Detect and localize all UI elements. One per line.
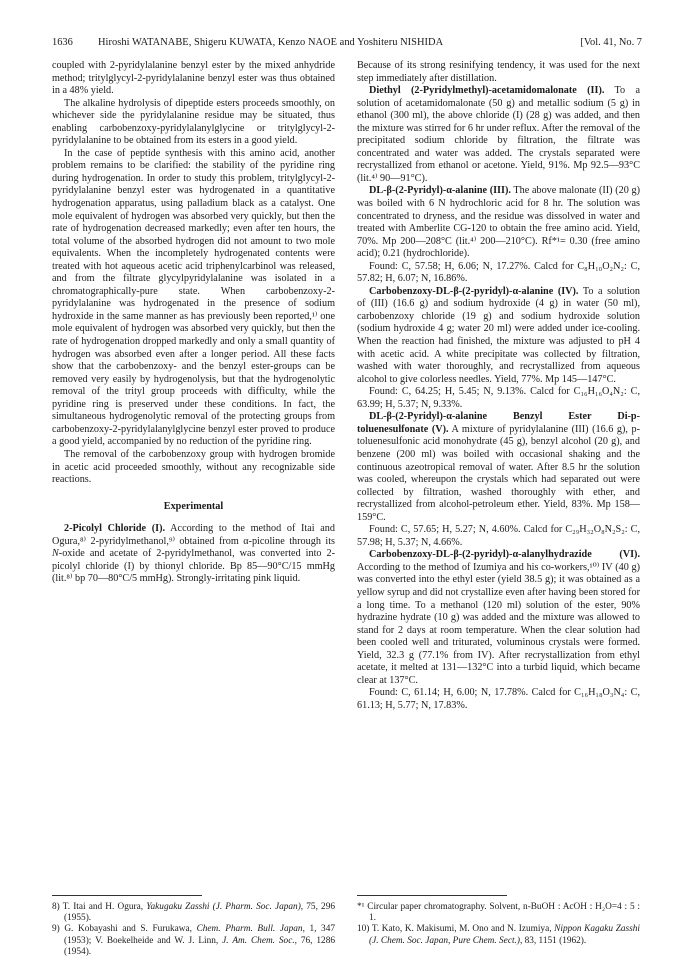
left-column [52, 60, 335, 586]
paragraph [357, 185, 640, 260]
paragraph [357, 411, 640, 524]
compound-title: DL-β-(2-Pyridyl)-α-alanine (III). [369, 185, 511, 197]
compound-title: Diethyl (2-Pyridylmethyl)-acetamidomalonate (II). [369, 85, 605, 97]
text: , 83, 1151 (1962). [519, 935, 587, 946]
text: To a solution of (III) (16.6 g) and sodium hydroxide (4 g) in water (50 ml), carbobenzoxy chloride (19 g) and sodium hydroxide solution (sodium hydroxide 4 g; water 20 ml) were added under ice-cooling. When the reaction had finished, the mixture was adjusted to pH 4 with acetic acid. A white precipitate was collected by filtration, washed with water thoroughly, and recrystallized from aqueous alcohol to give colorless needles. Yield, 77%. Mp 145—147°C. [357, 285, 640, 385]
footnote [52, 902, 335, 924]
compound-title: 2-Picolyl Chloride (I). [64, 523, 166, 535]
compound-title: Carbobenzoxy-DL-β-(2-pyridyl)-α-alanine (IV). [369, 285, 579, 297]
analysis-line: Found: C, 64.25; H, 5.45; N, 9.13%. Calcd for C₁₆H₁₆O₄N₂: C, 63.99; H, 5.37; N, 9.33%. [357, 386, 640, 410]
text: , 75, 296 (1955). [64, 902, 335, 924]
text: 8) T. Itai and H. Ogura, [52, 902, 147, 912]
paragraph: coupled with 2-pyridylalanine benzyl ester by the mixed anhydride method; tritylglycyl-2-pyridylalanine benzyl ester was thus obtained in a 48% yield. [52, 60, 335, 97]
footnote [52, 924, 335, 958]
author-line: Hiroshi WATANABE, Shigeru KUWATA, Kenzo NAOE and Yoshiteru NISHIDA [98, 37, 444, 48]
paragraph [52, 523, 335, 586]
footnote-rule [357, 895, 507, 896]
running-header [52, 36, 642, 50]
text: According to the method of Izumiya and his co-workers,¹⁰⁾ IV (40 g) was converted into the ethyl ester (yield 38.5 g); it was obtained as a yellow syrup and did not crystallize even after having been stored for a long time. To a methanol (120 ml) solution of the ester, 90% hydrazine hydrate (10 g) was added and the mixture was allowed to stand for 2 days at room temperature. When the clear solution had been cooled well and triturated, voluminous crystals were formed. Yield, 32.3 g (77.1% from IV). After recrystallization from ethyl acetate, it melted at 131—132°C into a turbid liquid, which became clear at 137°C. [357, 561, 640, 686]
footnote [357, 924, 640, 946]
text: -oxide and acetate of 2-pyridylmethanol, was converted into 2-picolyl chloride (I) by thionyl chloride. Bp 85—90°C/15 mmHg (lit.⁸⁾ bp 70—80°C/5 mmHg). Strongly-irritating pink liquid. [52, 548, 335, 585]
right-column [357, 60, 640, 712]
text: According to the method of Itai and Ogura,⁸⁾ 2-pyridylmethanol,⁹⁾ obtained from α-picoline through its [52, 523, 335, 547]
section-heading: Experimental [163, 500, 224, 512]
text: , 76, 1286 (1954). [64, 935, 336, 957]
paragraph: Because of its strong resinifying tendency, it was used for the next step immediately after distillation. [357, 60, 640, 84]
footnote: *¹ Circular paper chromatography. Solvent, n-BuOH : AcOH : H₂O=4 : 5 : 1. [357, 902, 640, 924]
text: The above malonate (II) (20 g) was boiled with 6 N hydrochloric acid for 8 hr. The solution was concentrated to dryness, and the residue was dissolved in water and treated with Amberlite CG-120 to obtain the free amino acid. Yield, 70%. Mp 200—208°C (lit.⁴⁾ 200—210°C). Rf*¹= 0.30 (free amino acid); 0.21 (hydrochloride). [357, 185, 640, 260]
compound-title: Carbobenzoxy-DL-β-(2-pyridyl)-α-alanylhydrazide (VI). [369, 549, 640, 561]
footnotes-left [52, 902, 335, 958]
paragraph: The alkaline hydrolysis of dipeptide esters proceeds smoothly, on whichever side the pyridylalanine residue may be situated, thus enabling carbobenzoxy-pyridylalanylglycine or tritylglycyl-2-pyridylalanine to be obtained from its esters in a good yield. [52, 97, 335, 147]
analysis-line: Found: C, 57.58; H, 6.06; N, 17.27%. Calcd for C₈H₁₀O₂N₂: C, 57.82; H, 6.07; N, 16.86%. [357, 260, 640, 285]
footnotes-right [357, 902, 640, 947]
footnote-rule [52, 895, 202, 896]
paragraph: In the case of peptide synthesis with this amino acid, another problem remains to be clarified: the stability of the pyridine ring during hydrogenation. In order to study this problem, tritylglycyl-2-pyridylalanine benzyl ester was hydrogenated in a quantitative hydrogenation apparatus, using palladium black as a catalyst. One mole equivalent of hydrogen was absorbed very quickly, but then the rate of hydrogenation decreased markedly; even after ten hours, the total volume of the absorbed hydrogen did not amount to two mole equivalents. When the incompletely hydrogenated contents were treated with hot aqueous acetic acid triphenylcarbinol was released, and from the filtrate glycylpyridylalanine was isolated in a chromatographically-pure state. When carbobenzoxy-2-pyridylalanine was hydrogenated in the presence of sodium hydroxide in the same manner as has previously been reported,¹⁾ one mole equivalent of hydrogen was absorbed very quickly, but then the rate of hydrogenation dropped markedly and only a small quantity of hydrogen was absorbed even after a longer period. All these facts show that the carbobenzoxy- and the benzyl ester-groups can be removed very easily by hydrogenolysis, but that the hydrogenolytic removal of the trityl group proceeds with difficulty, while the pyridine ring is preserved under these conditions. In fact, the simultaneous hydrogenolytic removal of the protecting groups from carbobenzoxy-2-pyridylalanylglycine benzyl ester proved to produce a good yield, accompanied by no reduction of the pyridine ring. [52, 147, 335, 448]
page-number: 1636 [52, 37, 73, 48]
paragraph [357, 286, 640, 386]
analysis-line: Found: C, 57.65; H, 5.27; N, 4.60%. Calcd for C₂₉H₃₂O₈N₂S₂: C, 57.98; H, 5.37; N, 4.66%. [357, 524, 640, 548]
journal: J. Am. Chem. Soc. [222, 935, 295, 946]
text: , 1, 347 (1953); V. Boekelheide and W. J. Linn, [64, 924, 336, 946]
compound-title: DL-β-(2-Pyridyl)-α-alanine Benzyl Ester Di-p-toluenesulfonate (V). [357, 411, 640, 435]
analysis-line: Found: C, 61.14; H, 6.00; N, 17.78%. Calcd for C₁₆H₁₈O₃N₄: C, 61.13; H, 5.77; N, 17.83%. [357, 687, 640, 711]
journal: Chem. Pharm. Bull. Japan [196, 924, 303, 935]
paragraph: The removal of the carbobenzoxy group with hydrogen bromide in acetic acid proceeded smoothly, without any recognizable side reactions. [52, 448, 335, 486]
text: 10) T. Kato, K. Makisumi, M. Ono and N. Izumiya, [357, 924, 555, 935]
text: A mixture of pyridylalanine (III) (16.6 g), p-toluenesulfonic acid monohydrate (45 g), benzyl alcohol (20 g), and benzene (200 ml) was boiled with occasional shaking and the continuous azeotropical removal of water. After 8.5 hr the solution was cooled, whereupon the crystals which had separated out were collected by filtration, washed thoroughly with ether, and recrystallized from alcohol-petroleum ether. Yield, 83%. Mp 158—159°C. [357, 423, 640, 523]
text: N [52, 548, 59, 560]
paragraph [357, 549, 640, 687]
text: To a solution of acetamidomalonate (50 g) and metallic sodium (5 g) in ethanol (300 ml), the above chloride (I) (28 g) was added, and then the mixture was stirred for 6 hr under reflux. After the removal of the precipitated sodium chloride by filtration, the filtrate was concentrated and water was added. The crystals separated were recrystallized from ethanol or acetone. Yield, 91%. Mp 92.5—93°C (lit.⁴⁾ 90—91°C). [357, 85, 640, 184]
text: 9) G. Kobayashi and S. Furukawa, [52, 924, 197, 935]
journal: Yakugaku Zasshi (J. Pharm. Soc. Japan) [146, 902, 301, 912]
paragraph [357, 85, 640, 185]
volume-info: [Vol. 41, No. 7 [580, 37, 642, 48]
journal: Nippon Kagaku Zasshi (J. Chem. Soc. Japan, Pure Chem. Sect.) [369, 924, 641, 946]
